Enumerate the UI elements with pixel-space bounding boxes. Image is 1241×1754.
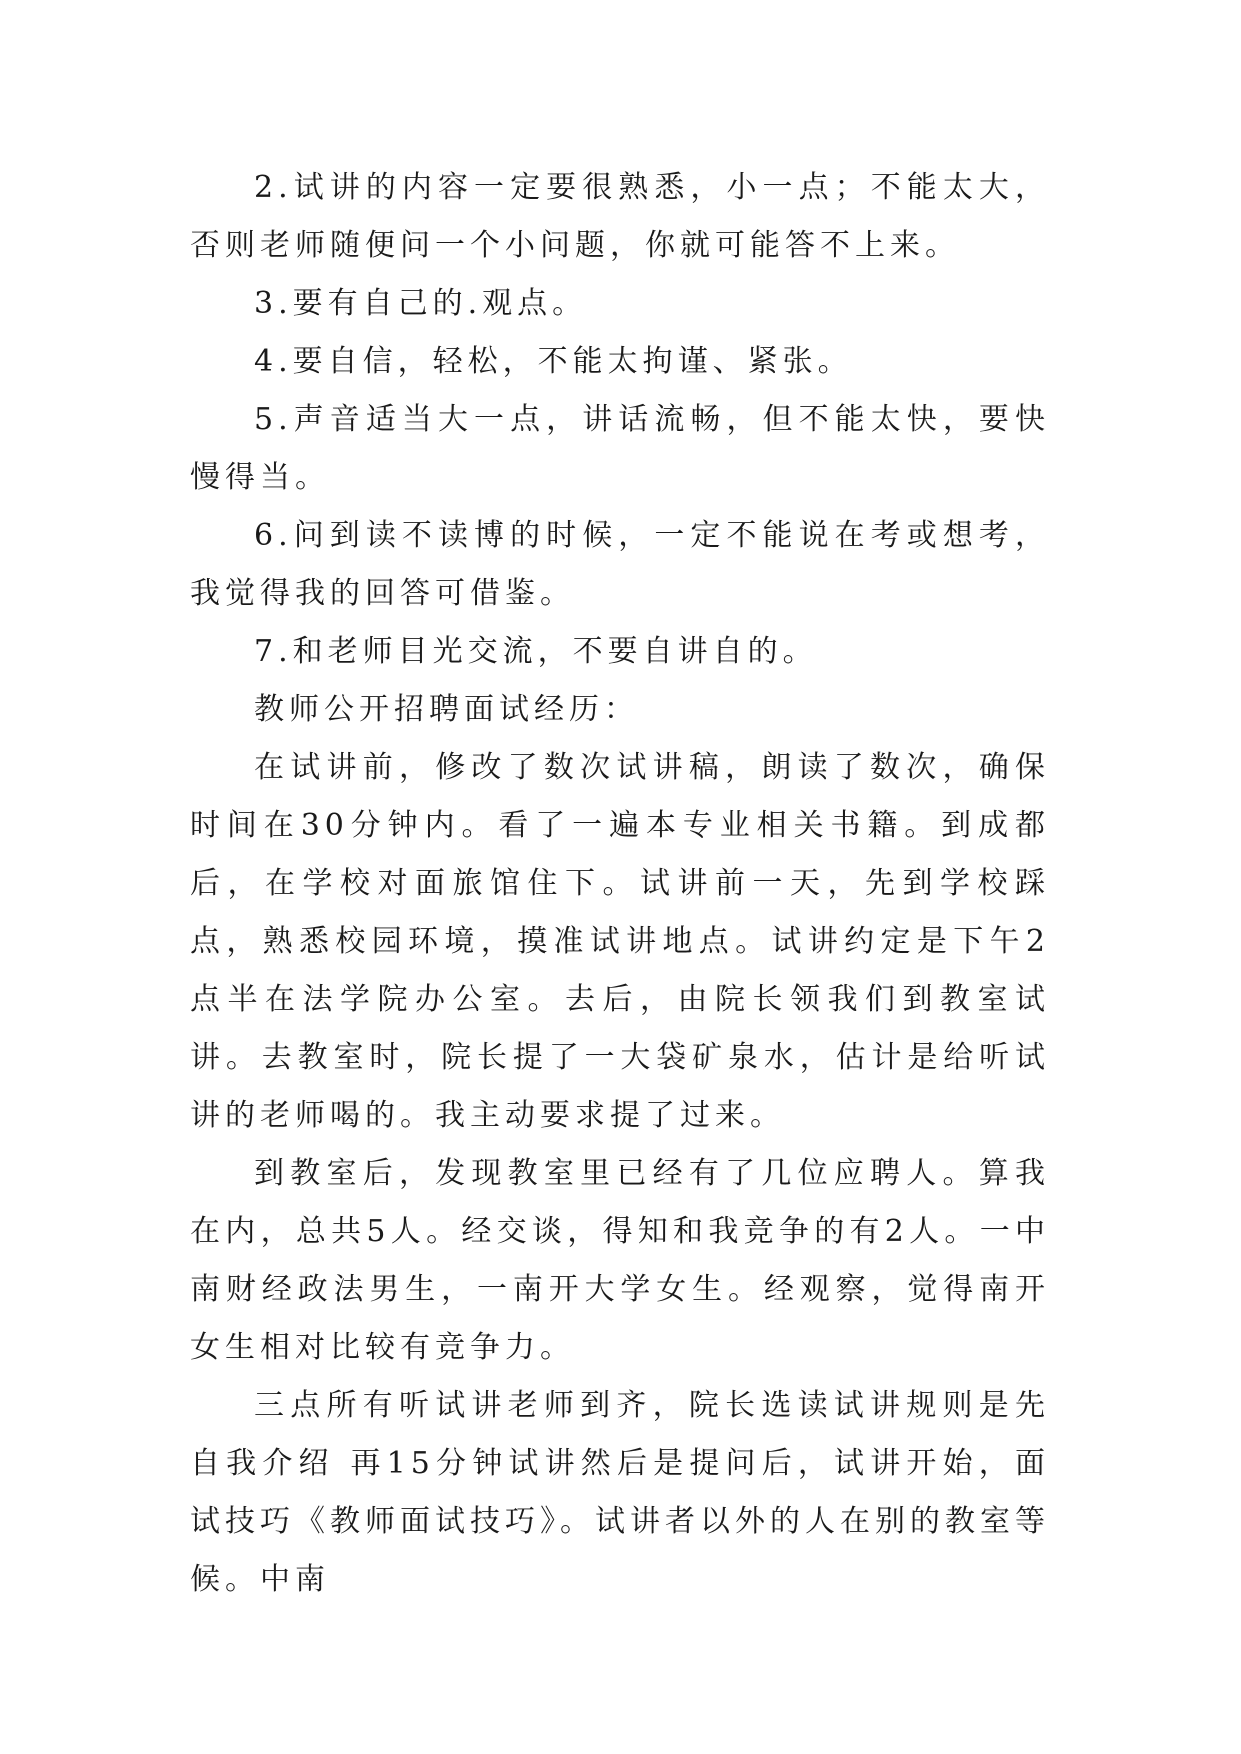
paragraph-classroom: 到教室后，发现教室里已经有了几位应聘人。算我在内，总共5人。经交谈，得知和我竞争的有2人。一中南财经政法男生，一南开大学女生。经观察，觉得南开女生相对比较有竞争力。	[190, 1156, 1050, 1365]
paragraph-tip-6: 6.问到读不读博的时候，一定不能说在考或想考，我觉得我的回答可借鉴。	[190, 518, 1050, 611]
paragraph-rules: 三点所有听试讲老师到齐，院长选读试讲规则是先 自我介绍 再15分钟试讲然后是提问后，试讲开始，面试技巧《教师面试技巧》。试讲者以外的人在别的教室等候。中南	[190, 1388, 1050, 1597]
paragraph-before-lecture: 在试讲前，修改了数次试讲稿，朗读了数次，确保时间在30分钟内。看了一遍本专业相关书籍。到成都后，在学校对面旅馆住下。试讲前一天，先到学校踩点，熟悉校园环境，摸准试讲地点。试讲约定是下午2点半在法学院办公室。去后，由院长领我们到教室试讲。去教室时，院长提了一大袋矿泉水，估计是给听试讲的老师喝的。我主动要求提了过来。	[190, 750, 1050, 1133]
paragraph-tip-5: 5.声音适当大一点，讲话流畅，但不能太快，要快慢得当。	[190, 402, 1050, 495]
paragraph-tip-7: 7.和老师目光交流，不要自讲自的。	[254, 634, 818, 669]
section-heading: 教师公开招聘面试经历：	[254, 692, 639, 727]
paragraph-tip-4: 4.要自信，轻松，不能太拘谨、紧张。	[254, 344, 853, 379]
document-body	[190, 159, 1050, 1609]
paragraph-tip-3: 3.要有自己的.观点。	[254, 286, 588, 321]
paragraph-tip-2: 2.试讲的内容一定要很熟悉，小一点；不能太大，否则老师随便问一个小问题，你就可能答不上来。	[190, 170, 1050, 263]
